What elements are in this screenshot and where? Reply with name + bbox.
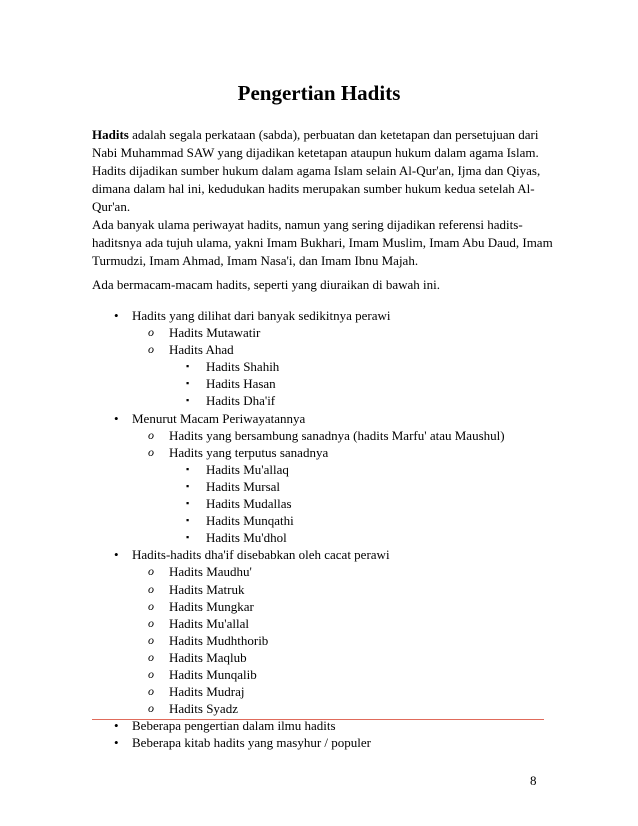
sublist-wrapper bbox=[0, 427, 638, 547]
paragraph-line: haditsnya ada tujuh ulama, yakni Imam Bukhari, Imam Muslim, Imam Abu Daud, Imam bbox=[92, 235, 553, 250]
list-item-label: Hadits Mungkar bbox=[169, 598, 254, 614]
list-item-label: Hadits yang bersambung sanadnya (hadits Marfu' atau Maushul) bbox=[169, 427, 505, 443]
list-item bbox=[0, 444, 638, 461]
list-item-label: Hadits Mutawatir bbox=[169, 325, 261, 341]
list-item bbox=[0, 375, 638, 392]
list-item-label: Hadits Dha'if bbox=[206, 393, 276, 409]
list-level-3 bbox=[0, 461, 638, 546]
list-item-label: Hadits Maudhu' bbox=[169, 564, 252, 580]
list-item bbox=[0, 358, 638, 375]
bullet-icon: • bbox=[114, 735, 119, 751]
circle-bullet-icon: o bbox=[148, 342, 154, 357]
list-item bbox=[0, 649, 638, 666]
list-item bbox=[0, 529, 638, 546]
list-item bbox=[0, 546, 638, 563]
paragraph-line: Hadits dijadikan sumber hukum dalam agama Islam selain Al-Qur'an, Ijma dan Qiyas, bbox=[92, 163, 541, 178]
circle-bullet-icon: o bbox=[148, 615, 154, 630]
list-level-2 bbox=[0, 324, 638, 358]
square-bullet-icon: ▪ bbox=[186, 378, 190, 389]
paragraph-line: Turmudzi, Imam Ahmad, Imam Nasa'i, dan Imam Ibnu Majah. bbox=[92, 253, 419, 268]
circle-bullet-icon: o bbox=[148, 444, 154, 459]
paragraph-line: Ada banyak ulama periwayat hadits, namun yang sering dijadikan referensi hadits- bbox=[92, 217, 523, 232]
square-bullet-icon: ▪ bbox=[186, 498, 190, 509]
list-item bbox=[0, 598, 638, 615]
bullet-icon: • bbox=[114, 308, 119, 323]
list-item-label: Hadits Mu'allaq bbox=[206, 461, 289, 477]
list-level-2 bbox=[0, 427, 638, 461]
list-item bbox=[0, 410, 638, 427]
list-item-label: Hadits Mursal bbox=[206, 478, 281, 494]
circle-bullet-icon: o bbox=[148, 649, 154, 664]
list-item-label: Hadits Mu'dhol bbox=[206, 530, 287, 546]
circle-bullet-icon: o bbox=[148, 581, 154, 596]
paragraph-definition bbox=[92, 126, 552, 216]
list-item-label: Hadits Mu'allal bbox=[169, 615, 249, 631]
paragraph-text: adalah segala perkataan (sabda), perbuatan dan ketetapan dan persetujuan dari bbox=[128, 127, 539, 142]
circle-bullet-icon: o bbox=[148, 632, 154, 647]
square-bullet-icon: ▪ bbox=[186, 532, 190, 543]
paragraph-intro-list bbox=[92, 276, 552, 294]
list-item-label: Hadits Ahad bbox=[169, 342, 234, 358]
list-level-1 bbox=[0, 307, 638, 751]
bullet-icon: • bbox=[114, 547, 119, 563]
square-bullet-icon: ▪ bbox=[186, 480, 190, 491]
paragraph-line: Nabi Muhammad SAW yang dijadikan ketetapan ataupun hukum dalam agama Islam. bbox=[92, 145, 539, 160]
list-item bbox=[0, 615, 638, 632]
hadits-types-list bbox=[0, 307, 638, 751]
list-item-label: Hadits Munqalib bbox=[169, 666, 257, 682]
list-item-label: Hadits yang dilihat dari banyak sedikitnya perawi bbox=[132, 308, 391, 323]
list-item-label: Hadits Mudhthorib bbox=[169, 632, 269, 648]
circle-bullet-icon: o bbox=[148, 684, 154, 699]
list-item-label: Hadits yang terputus sanadnya bbox=[169, 444, 329, 460]
list-item-label: Hadits Mudallas bbox=[206, 496, 292, 512]
paragraph-line: dimana dalam hal ini, kedudukan hadits merupakan sumber hukum kedua setelah Al- bbox=[92, 181, 535, 196]
page-number: 8 bbox=[530, 773, 537, 788]
list-item bbox=[0, 392, 638, 409]
list-level-2 bbox=[0, 563, 638, 717]
list-item bbox=[0, 700, 638, 717]
circle-bullet-icon: o bbox=[148, 701, 154, 716]
list-item bbox=[0, 341, 638, 358]
list-item bbox=[0, 324, 638, 341]
list-item bbox=[0, 461, 638, 478]
list-item bbox=[0, 495, 638, 512]
bullet-icon: • bbox=[114, 410, 119, 426]
page-title: Pengertian Hadits bbox=[237, 81, 401, 105]
list-item-label: Hadits-hadits dha'if disebabkan oleh cacat perawi bbox=[132, 547, 390, 563]
square-bullet-icon: ▪ bbox=[186, 361, 190, 372]
list-item-label: Beberapa pengertian dalam ilmu hadits bbox=[132, 718, 336, 734]
square-bullet-icon: ▪ bbox=[186, 395, 190, 406]
list-item-label: Hadits Syadz bbox=[169, 701, 238, 717]
circle-bullet-icon: o bbox=[148, 564, 154, 579]
circle-bullet-icon: o bbox=[148, 427, 154, 442]
list-item-label: Hadits Maqlub bbox=[169, 649, 247, 665]
list-item-label: Hadits Mudraj bbox=[169, 684, 245, 700]
list-item bbox=[0, 632, 638, 649]
list-item bbox=[0, 581, 638, 598]
square-bullet-icon: ▪ bbox=[186, 515, 190, 526]
sublist-wrapper bbox=[0, 563, 638, 717]
paragraph-narrators bbox=[92, 216, 552, 270]
list-item-label: Menurut Macam Periwayatannya bbox=[132, 410, 306, 426]
list-item bbox=[0, 666, 638, 683]
list-item bbox=[0, 563, 638, 580]
list-item bbox=[0, 512, 638, 529]
list-item-label: Hadits Hasan bbox=[206, 376, 276, 392]
paragraph-line: Ada bermacam-macam hadits, seperti yang diuraikan di bawah ini. bbox=[92, 277, 440, 292]
list-item bbox=[0, 734, 638, 751]
list-item bbox=[0, 683, 638, 700]
footer-divider bbox=[92, 719, 544, 720]
bullet-icon: • bbox=[114, 718, 119, 734]
list-item bbox=[0, 307, 638, 324]
term-hadits: Hadits bbox=[92, 127, 129, 142]
circle-bullet-icon: o bbox=[148, 598, 154, 613]
list-item-label: Hadits Matruk bbox=[169, 581, 245, 597]
circle-bullet-icon: o bbox=[148, 666, 154, 681]
list-item-label: Hadits Shahih bbox=[206, 359, 280, 375]
list-item bbox=[0, 478, 638, 495]
list-item bbox=[0, 427, 638, 444]
circle-bullet-icon: o bbox=[148, 325, 154, 340]
list-item-label: Hadits Munqathi bbox=[206, 513, 294, 529]
square-bullet-icon: ▪ bbox=[186, 463, 190, 474]
list-item-label: Beberapa kitab hadits yang masyhur / populer bbox=[132, 735, 371, 751]
paragraph-line: Qur'an. bbox=[92, 199, 131, 214]
sublist-wrapper bbox=[0, 324, 638, 409]
list-level-3 bbox=[0, 358, 638, 409]
paragraph-line bbox=[92, 126, 552, 144]
